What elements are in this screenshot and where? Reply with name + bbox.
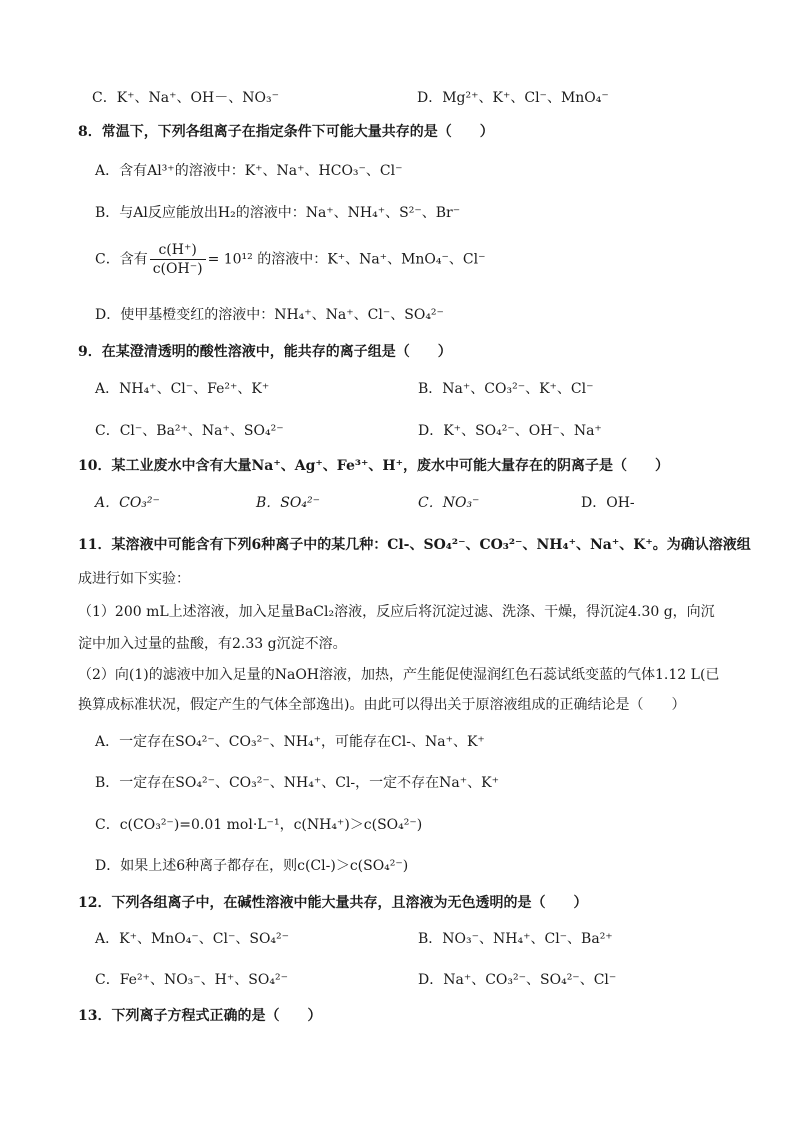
q12-option-b: B．NO₃⁻、NH₄⁺、Cl⁻、Ba²⁺: [418, 931, 613, 947]
q7-option-d: D．Mg²⁺、K⁺、Cl⁻、MnO₄⁻: [417, 90, 609, 106]
q8-option-b: B．与Al反应能放出H₂的溶液中：Na⁺、NH₄⁺、S²⁻、Br⁻: [95, 205, 461, 221]
q11-stem-line1: 11．某溶液中可能含有下列6种离子中的某几种：Cl-、SO₄²⁻、CO₃²⁻、NH₄⁺、Na⁺、K⁺。为确认溶液组: [78, 537, 751, 553]
q9-option-b: B．Na⁺、CO₃²⁻、K⁺、Cl⁻: [418, 381, 594, 397]
q8-option-a: A．含有Al³⁺的溶液中：K⁺、Na⁺、HCO₃⁻、Cl⁻: [95, 163, 403, 179]
q10-option-a: A．CO₃²⁻: [95, 495, 160, 511]
q11-option-b: B．一定存在SO₄²⁻、CO₃²⁻、NH₄⁺、Cl-，一定不存在Na⁺、K⁺: [95, 775, 499, 791]
q11-option-a: A．一定存在SO₄²⁻、CO₃²⁻、NH₄⁺，可能存在Cl-、Na⁺、K⁺: [95, 734, 485, 750]
q8-option-c: [95, 241, 485, 278]
concentration-ratio-fraction: [150, 241, 206, 278]
q10-option-b: B．SO₄²⁻: [256, 495, 320, 511]
q13-stem: 13．下列离子方程式正确的是（ ）: [78, 1008, 322, 1024]
q11-option-d: D．如果上述6种离子都存在，则c(Cl-)＞c(SO₄²⁻): [95, 858, 409, 874]
q12-option-d: D．Na⁺、CO₃²⁻、SO₄²⁻、Cl⁻: [418, 972, 617, 988]
q9-option-d: D．K⁺、SO₄²⁻、OH⁻、Na⁺: [418, 423, 602, 439]
q8-option-d: D．使甲基橙变红的溶液中：NH₄⁺、Na⁺、Cl⁻、SO₄²⁻: [95, 307, 444, 323]
q11-stem-line2: 成进行如下实验：: [78, 571, 190, 587]
q10-option-d: D．OH-: [581, 495, 635, 511]
q8-option-c-prefix: C．含有: [95, 251, 148, 268]
fraction-denominator: c(OH⁻): [152, 261, 203, 277]
q12-option-c: C．Fe²⁺、NO₃⁻、H⁺、SO₄²⁻: [95, 972, 288, 988]
q8-option-c-suffix: = 10¹² 的溶液中：K⁺、Na⁺、MnO₄⁻、Cl⁻: [207, 251, 486, 268]
q11-experiment1-line1: （1）200 mL上述溶液，加入足量BaCl₂溶液，反应后将沉淀过滤、洗涤、干燥，得沉淀4.30 g，向沉: [78, 604, 715, 620]
fraction-numerator: c(H⁺): [150, 241, 206, 260]
q10-option-c: C．NO₃⁻: [418, 495, 480, 511]
q11-experiment2-line1: （2）向(1)的滤液中加入足量的NaOH溶液，加热，产生能促使湿润红色石蕊试纸变蓝的气体1.12 L(已: [78, 667, 720, 683]
q11-experiment1-line2: 淀中加入过量的盐酸，有2.33 g沉淀不溶。: [78, 636, 347, 652]
q12-option-a: A．K⁺、MnO₄⁻、Cl⁻、SO₄²⁻: [95, 931, 290, 947]
q8-stem: 8．常温下，下列各组离子在指定条件下可能大量共存的是（ ）: [78, 124, 494, 140]
q11-option-c: C．c(CO₃²⁻)=0.01 mol·L⁻¹，c(NH₄⁺)＞c(SO₄²⁻): [95, 817, 423, 833]
q9-option-a: A．NH₄⁺、Cl⁻、Fe²⁺、K⁺: [95, 381, 270, 397]
q10-stem: 10．某工业废水中含有大量Na⁺、Ag⁺、Fe³⁺、H⁺，废水中可能大量存在的阴离子是（ ）: [78, 458, 669, 474]
q7-option-c: C．K⁺、Na⁺、OH－、NO₃⁻: [92, 90, 279, 106]
q9-stem: 9．在某澄清透明的酸性溶液中，能共存的离子组是（ ）: [78, 344, 452, 360]
q12-stem: 12．下列各组离子中，在碱性溶液中能大量共存，且溶液为无色透明的是（ ）: [78, 895, 588, 911]
q9-option-c: C．Cl⁻、Ba²⁺、Na⁺、SO₄²⁻: [95, 423, 284, 439]
q11-experiment2-line2: 换算成标准状况，假定产生的气体全部逸出)。由此可以得出关于原溶液组成的正确结论是（ ）: [78, 697, 686, 713]
